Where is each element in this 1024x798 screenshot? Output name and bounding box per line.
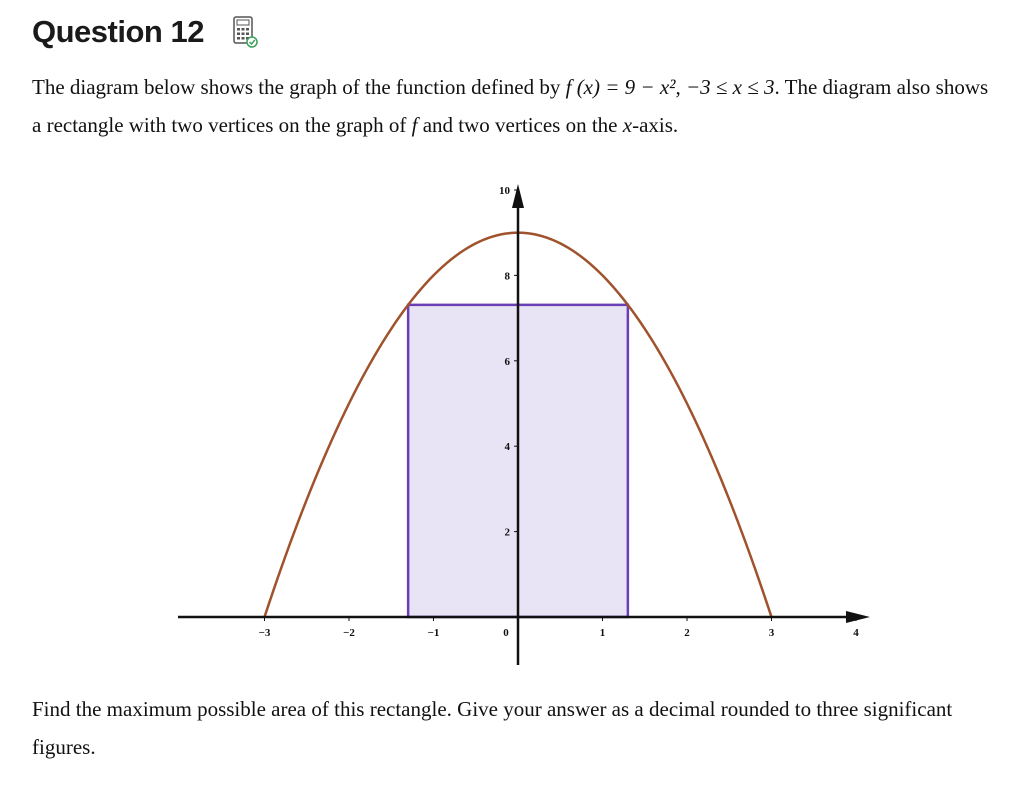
x-tick-label: −1	[427, 627, 440, 639]
question-title: Question 12	[32, 14, 204, 49]
function-name: f	[411, 113, 418, 137]
calculator-allowed-icon[interactable]	[232, 15, 258, 49]
graph-svg	[170, 172, 880, 672]
x-tick-label: 4	[853, 627, 859, 639]
prompt-text-1: The diagram below shows the graph of the function defined by	[32, 75, 566, 99]
question-header	[32, 14, 258, 50]
x-tick-label: 3	[768, 627, 775, 639]
x-tick-label: 2	[684, 627, 690, 639]
x-tick-label: −3	[258, 627, 271, 639]
y-tick-label: 10	[499, 185, 510, 197]
prompt-text-2: . The diagram also shows a rectangle with two vertices on the graph of	[32, 75, 989, 137]
axis-variable: x	[622, 113, 633, 137]
x-tick-label: 0	[503, 627, 509, 639]
y-tick-label: 8	[504, 270, 510, 283]
y-axis-arrow	[512, 184, 524, 208]
prompt-text-3: and two vertices on the	[417, 113, 623, 137]
prompt-text-4: -axis.	[632, 113, 679, 137]
x-axis-arrow	[846, 611, 870, 623]
x-tick-label: −2	[343, 627, 355, 639]
function-graph	[170, 172, 880, 677]
question-prompt	[32, 68, 992, 144]
x-tick-label: 1	[599, 627, 606, 639]
y-tick-label: 4	[504, 441, 510, 454]
y-tick-label: 2	[504, 526, 510, 539]
y-tick-label: 6	[504, 355, 510, 368]
function-expression: f (x) = 9 − x², −3 ≤ x ≤ 3	[565, 75, 775, 99]
question-text: Find the maximum possible area of this rectangle. Give your answer as a decimal rounded to three significant figures.	[32, 697, 953, 759]
